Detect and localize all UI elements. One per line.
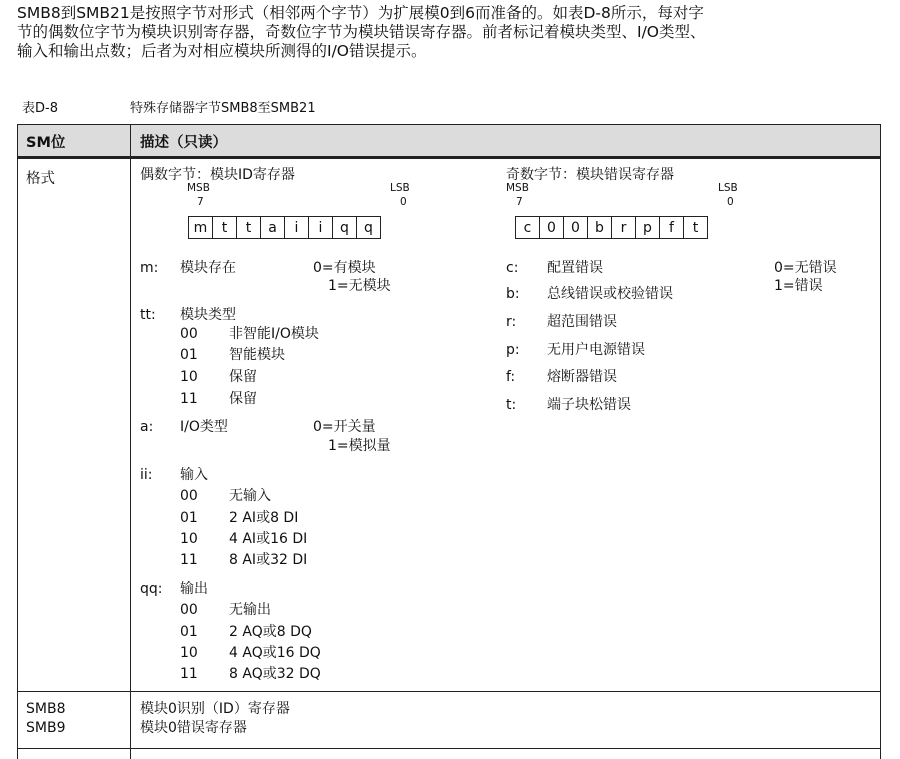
- error-key: r:: [506, 314, 517, 330]
- smb-label-2: SMB9: [26, 720, 66, 736]
- bit-cell: a: [261, 217, 285, 238]
- ii-code: 01: [180, 510, 198, 526]
- smb-desc-1: 模块0识别（ID）寄存器: [140, 701, 290, 717]
- m-desc: 模块存在: [180, 260, 236, 276]
- even-msb-label: MSB: [187, 182, 210, 194]
- header-sm-bit: SM位: [26, 135, 66, 151]
- table-header-divider: [17, 156, 881, 159]
- error-key: c:: [506, 260, 519, 276]
- ii-desc: 输入: [180, 467, 208, 483]
- bit-cell: p: [636, 217, 660, 238]
- error-key: t:: [506, 397, 517, 413]
- tt-code: 10: [180, 369, 198, 385]
- intro-line-2: 节的偶数位字节为模块识别寄存器，奇数位字节为模块错误寄存器。前者标记着模块类型、I/O类型、: [17, 23, 706, 41]
- ii-text: 8 AI或32 DI: [229, 552, 308, 568]
- format-label: 格式: [26, 171, 55, 187]
- table-left-border: [17, 124, 18, 759]
- tt-text: 非智能I/O模块: [229, 326, 319, 342]
- error-desc: 无用户电源错误: [547, 342, 645, 358]
- error-key: p:: [506, 342, 520, 358]
- even-msb-number: 7: [197, 196, 204, 208]
- special-memory-table: [17, 124, 881, 759]
- bit-cell: 0: [540, 217, 564, 238]
- a-value-1: 1=模拟量: [328, 438, 391, 454]
- m-value-1: 1=无模块: [328, 278, 391, 294]
- header-description: 描述（只读）: [140, 135, 227, 151]
- odd-msb-label: MSB: [506, 182, 529, 194]
- intro-paragraph: [17, 4, 892, 61]
- bit-cell: i: [285, 217, 309, 238]
- ii-key: ii:: [140, 467, 153, 483]
- table-row-divider: [17, 748, 881, 749]
- table-row-divider: [17, 691, 881, 692]
- even-byte-bit-boxes: [188, 216, 381, 239]
- error-desc: 总线错误或校验错误: [547, 286, 673, 302]
- qq-text: 4 AQ或16 DQ: [229, 645, 321, 661]
- tt-desc: 模块类型: [180, 307, 236, 323]
- tt-text: 保留: [229, 391, 257, 407]
- table-right-border: [880, 124, 881, 759]
- bit-cell: t: [692, 219, 699, 236]
- bit-cell: q: [364, 219, 373, 236]
- table-column-divider: [130, 124, 131, 759]
- ii-code: 10: [180, 531, 198, 547]
- error-key: f:: [506, 369, 516, 385]
- bit-cell: f: [660, 217, 684, 238]
- odd-byte-bit-boxes: [515, 216, 708, 239]
- qq-code: 01: [180, 624, 198, 640]
- tt-code: 00: [180, 326, 198, 342]
- bit-cell: q: [333, 217, 357, 238]
- ii-code: 00: [180, 488, 198, 504]
- ii-text: 2 AI或8 DI: [229, 510, 299, 526]
- ii-code: 11: [180, 552, 198, 568]
- error-value-0: 0=无错误: [774, 260, 837, 276]
- m-key: m:: [140, 260, 159, 276]
- ii-text: 无输入: [229, 488, 271, 504]
- tt-code: 11: [180, 391, 198, 407]
- odd-msb-number: 7: [516, 196, 523, 208]
- qq-code: 10: [180, 645, 198, 661]
- qq-text: 无输出: [229, 602, 271, 618]
- bit-cell: c: [516, 217, 540, 238]
- intro-line-3: 输入和输出点数；后者为对相应模块所测得的I/O错误提示。: [17, 42, 427, 60]
- tt-text: 智能模块: [229, 347, 285, 363]
- bit-cell: r: [612, 217, 636, 238]
- bit-cell: 0: [564, 217, 588, 238]
- even-lsb-number: 0: [400, 196, 407, 208]
- odd-lsb-number: 0: [727, 196, 734, 208]
- qq-key: qq:: [140, 581, 163, 597]
- bit-cell: t: [213, 217, 237, 238]
- error-key: b:: [506, 286, 520, 302]
- table-title: 特殊存储器字节SMB8至SMB21: [130, 101, 316, 116]
- intro-line-1: SMB8到SMB21是按照字节对形式（相邻两个字节）为扩展模0到6而准备的。如表D-8所示，每对字: [17, 4, 704, 22]
- qq-text: 8 AQ或32 DQ: [229, 666, 321, 682]
- a-desc: I/O类型: [180, 419, 228, 435]
- tt-code: 01: [180, 347, 198, 363]
- even-byte-title: 偶数字节：模块ID寄存器: [140, 167, 295, 183]
- bit-cell: b: [588, 217, 612, 238]
- m-value-0: 0=有模块: [313, 260, 376, 276]
- qq-text: 2 AQ或8 DQ: [229, 624, 312, 640]
- ii-text: 4 AI或16 DI: [229, 531, 308, 547]
- bit-cell: m: [189, 217, 213, 238]
- error-desc: 熔断器错误: [547, 369, 617, 385]
- error-desc: 端子块松错误: [547, 397, 631, 413]
- qq-code: 11: [180, 666, 198, 682]
- odd-lsb-label: LSB: [718, 182, 738, 194]
- a-value-0: 0=开关量: [313, 419, 376, 435]
- table-top-border: [17, 124, 881, 125]
- error-desc: 超范围错误: [547, 314, 617, 330]
- odd-byte-title: 奇数字节：模块错误寄存器: [506, 167, 674, 183]
- tt-key: tt:: [140, 307, 156, 323]
- bit-cell: t: [237, 217, 261, 238]
- tt-text: 保留: [229, 369, 257, 385]
- error-value-1: 1=错误: [774, 278, 823, 294]
- a-key: a:: [140, 419, 154, 435]
- qq-desc: 输出: [180, 581, 208, 597]
- even-lsb-label: LSB: [390, 182, 410, 194]
- table-id: 表D-8: [22, 101, 58, 116]
- bit-cell: i: [309, 217, 333, 238]
- smb-label-1: SMB8: [26, 701, 66, 717]
- smb-desc-2: 模块0错误寄存器: [140, 720, 247, 736]
- error-desc: 配置错误: [547, 260, 603, 276]
- qq-code: 00: [180, 602, 198, 618]
